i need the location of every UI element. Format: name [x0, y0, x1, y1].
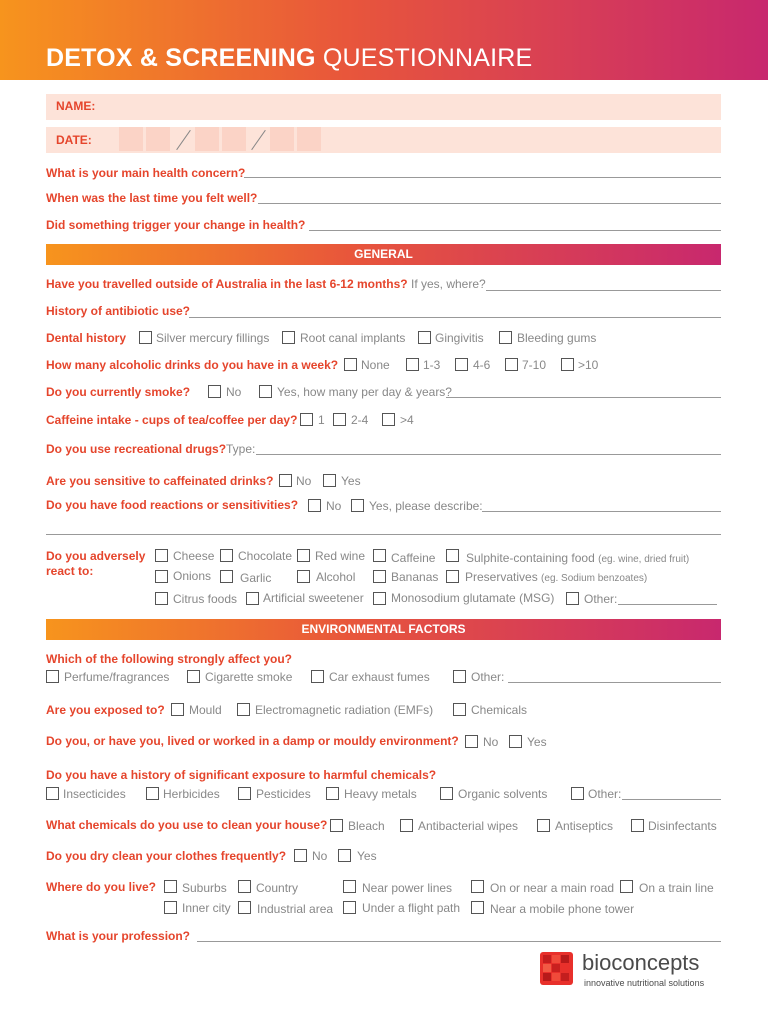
checkbox[interactable]	[631, 819, 644, 832]
option-label: Artificial sweetener	[263, 591, 364, 605]
checkbox[interactable]	[351, 499, 364, 512]
checkbox[interactable]	[505, 358, 518, 371]
option-label: >4	[400, 413, 414, 427]
answer-line[interactable]	[258, 203, 721, 204]
checkbox[interactable]	[440, 787, 453, 800]
option-label: >10	[578, 358, 599, 372]
option-label: Mould	[189, 703, 222, 717]
option-label: None	[361, 358, 390, 372]
option-label: Caffeine	[391, 551, 436, 565]
checkbox[interactable]	[344, 358, 357, 371]
checkbox[interactable]	[279, 474, 292, 487]
checkbox[interactable]	[446, 549, 459, 562]
checkbox[interactable]	[208, 385, 221, 398]
checkbox[interactable]	[259, 385, 272, 398]
option-label: Preservatives (eg. Sodium benzoates)	[465, 570, 648, 584]
answer-line[interactable]	[622, 799, 721, 800]
q-felt-well: When was the last time you felt well?	[46, 191, 258, 205]
q-dry-clean: Do you dry clean your clothes frequently?	[46, 849, 287, 863]
option-label: Bananas	[391, 570, 439, 584]
checkbox[interactable]	[220, 570, 233, 583]
checkbox[interactable]	[46, 787, 59, 800]
checkbox[interactable]	[453, 703, 466, 716]
option-label: 1-3	[423, 358, 441, 372]
checkbox[interactable]	[282, 331, 295, 344]
q-damp: Do you, or have you, lived or worked in a damp or mouldy environment?	[46, 734, 459, 748]
q-smoke: Do you currently smoke?	[46, 385, 191, 399]
checkbox[interactable]	[537, 819, 550, 832]
checkbox[interactable]	[297, 570, 310, 583]
name-label: NAME:	[56, 99, 96, 113]
q-harmful-chemicals: Do you have a history of significant exposure to harmful chemicals?	[46, 768, 437, 782]
checkbox[interactable]	[238, 787, 251, 800]
option-label: Perfume/fragrances	[64, 670, 170, 684]
option-label: Cheese	[173, 549, 215, 563]
checkbox[interactable]	[561, 358, 574, 371]
q-exposed: Are you exposed to?	[46, 703, 165, 717]
option-label: Chocolate	[238, 549, 293, 563]
option-label: Red wine	[315, 549, 366, 563]
option-label: Garlic	[240, 571, 272, 585]
option-label: Monosodium glutamate (MSG)	[391, 591, 555, 605]
q-caffeine-sensitive: Are you sensitive to caffeinated drinks?	[46, 474, 274, 488]
option-label: Yes, please describe:	[369, 499, 483, 513]
option-label: Other:	[584, 592, 618, 606]
checkbox[interactable]	[171, 703, 184, 716]
option-label: Heavy metals	[344, 787, 417, 801]
q-adverse-react-cont: react to:	[46, 564, 94, 578]
option-label: No	[312, 849, 328, 863]
q-caffeine: Caffeine intake - cups of tea/coffee per day?	[46, 413, 298, 427]
q-profession: What is your profession?	[46, 929, 191, 943]
bioconcepts-logo-icon	[540, 952, 573, 985]
checkbox[interactable]	[499, 331, 512, 344]
option-label: Near power lines	[362, 881, 453, 895]
date-year-2[interactable]	[297, 127, 321, 151]
option-label: Country	[256, 881, 299, 895]
option-label: Citrus foods	[173, 592, 238, 606]
option-label: Inner city	[182, 901, 231, 915]
q-alcohol: How many alcoholic drinks do you have in a week?	[46, 358, 339, 372]
option-label: Cigarette smoke	[205, 670, 293, 684]
option-label: Under a flight path	[362, 901, 461, 915]
option-label: Near a mobile phone tower	[490, 902, 635, 916]
checkbox[interactable]	[373, 570, 386, 583]
answer-line[interactable]	[189, 317, 721, 318]
q-food-reactions: Do you have food reactions or sensitivities?	[46, 498, 299, 512]
section-environmental-title: ENVIRONMENTAL FACTORS	[301, 622, 466, 636]
option-label: Onions	[173, 569, 212, 583]
option-label: Organic solvents	[458, 787, 548, 801]
q-dental: Dental history	[46, 331, 127, 345]
option-label: No	[483, 735, 499, 749]
option-label: Yes	[357, 849, 377, 863]
page-title: DETOX & SCREENING QUESTIONNAIRE	[46, 44, 533, 72]
checkbox[interactable]	[465, 735, 478, 748]
checkbox[interactable]	[343, 901, 356, 914]
option-label: Insecticides	[63, 787, 126, 801]
checkbox[interactable]	[326, 787, 339, 800]
checkbox[interactable]	[139, 331, 152, 344]
checkbox[interactable]	[471, 901, 484, 914]
date-day-1[interactable]	[119, 127, 143, 151]
option-label: Bleach	[348, 819, 385, 833]
answer-line[interactable]	[244, 177, 721, 178]
logo-tagline: innovative nutritional solutions	[584, 978, 705, 988]
checkbox[interactable]	[187, 670, 200, 683]
section-general-title: GENERAL	[354, 247, 413, 261]
option-label: 7-10	[522, 358, 547, 372]
option-label: 1	[318, 413, 325, 427]
option-label: Pesticides	[256, 787, 311, 801]
answer-line[interactable]	[618, 604, 717, 605]
answer-line[interactable]	[197, 941, 721, 942]
checkbox[interactable]	[333, 413, 346, 426]
option-label: Disinfectants	[648, 819, 717, 833]
logo-name: bioconcepts	[582, 950, 700, 975]
drugs-type-label: Type:	[226, 442, 256, 456]
checkbox[interactable]	[343, 880, 356, 893]
checkbox[interactable]	[238, 901, 251, 914]
option-label: Antiseptics	[555, 819, 614, 833]
checkbox[interactable]	[220, 549, 233, 562]
checkbox[interactable]	[311, 670, 324, 683]
checkbox[interactable]	[453, 670, 466, 683]
answer-line[interactable]	[46, 534, 721, 535]
option-label: Antibacterial wipes	[418, 819, 519, 833]
option-label: 4-6	[473, 358, 491, 372]
date-label: DATE:	[56, 133, 92, 147]
option-label: No	[296, 474, 312, 488]
checkbox[interactable]	[237, 703, 250, 716]
header-banner	[0, 0, 768, 80]
option-label: On a train line	[639, 881, 714, 895]
date-month-1[interactable]	[195, 127, 219, 151]
checkbox[interactable]	[571, 787, 584, 800]
date-year-1[interactable]	[270, 127, 294, 151]
checkbox[interactable]	[246, 592, 259, 605]
q-cleaning-chemicals: What chemicals do you use to clean your house?	[46, 818, 328, 832]
checkbox[interactable]	[418, 331, 431, 344]
checkbox[interactable]	[373, 592, 386, 605]
q-adverse-react: Do you adversely	[46, 549, 146, 563]
q-travel: Have you travelled outside of Australia in the last 6-12 months?	[46, 277, 408, 291]
q-health-concern: What is your main health concern?	[46, 166, 246, 180]
checkbox[interactable]	[155, 570, 168, 583]
q-affect: Which of the following strongly affect you?	[46, 652, 292, 666]
answer-line[interactable]	[482, 511, 721, 512]
checkbox[interactable]	[400, 819, 413, 832]
option-label: Car exhaust fumes	[329, 670, 430, 684]
option-label: Suburbs	[182, 881, 227, 895]
date-month-2[interactable]	[222, 127, 246, 151]
option-label: No	[226, 385, 242, 399]
option-label: Other:	[471, 670, 505, 684]
q-drugs: Do you use recreational drugs?	[46, 442, 227, 456]
checkbox[interactable]	[509, 735, 522, 748]
answer-line[interactable]	[508, 682, 721, 683]
checkbox[interactable]	[382, 413, 395, 426]
answer-line[interactable]	[486, 290, 721, 291]
checkbox[interactable]	[155, 549, 168, 562]
section-general-bar	[46, 244, 721, 265]
checkbox[interactable]	[620, 880, 633, 893]
checkbox[interactable]	[471, 880, 484, 893]
option-label: Silver mercury fillings	[156, 331, 270, 345]
answer-line[interactable]	[309, 230, 721, 231]
checkbox[interactable]	[308, 499, 321, 512]
travel-where-label: If yes, where?	[411, 277, 486, 291]
q-antibiotic: History of antibiotic use?	[46, 304, 191, 318]
answer-line[interactable]	[446, 397, 721, 398]
name-field[interactable]	[46, 94, 721, 120]
option-label: Bleeding gums	[517, 331, 597, 345]
checkbox[interactable]	[300, 413, 313, 426]
checkbox[interactable]	[338, 849, 351, 862]
option-label: Gingivitis	[435, 331, 484, 345]
option-label: Other:	[588, 787, 622, 801]
option-label: Yes	[527, 735, 547, 749]
section-environmental-bar	[46, 619, 721, 640]
checkbox[interactable]	[155, 592, 168, 605]
checkbox[interactable]	[297, 549, 310, 562]
checkbox[interactable]	[294, 849, 307, 862]
option-label: Sulphite-containing food (eg. wine, dried fruit)	[466, 551, 690, 565]
option-label: Electromagnetic radiation (EMFs)	[255, 703, 434, 717]
checkbox[interactable]	[566, 592, 579, 605]
q-trigger: Did something trigger your change in health?	[46, 218, 306, 232]
option-label: No	[326, 499, 342, 513]
checkbox[interactable]	[406, 358, 419, 371]
option-label: 2-4	[351, 413, 369, 427]
option-label: Yes, how many per day & years?	[277, 385, 452, 399]
q-where-live: Where do you live?	[46, 880, 157, 894]
option-label: Root canal implants	[300, 331, 406, 345]
option-label: Herbicides	[163, 787, 220, 801]
option-label: Chemicals	[471, 703, 528, 717]
date-day-2[interactable]	[146, 127, 170, 151]
option-label: Alcohol	[316, 570, 356, 584]
checkbox[interactable]	[323, 474, 336, 487]
option-label: Industrial area	[257, 902, 334, 916]
checkbox[interactable]	[330, 819, 343, 832]
option-label: On or near a main road	[490, 881, 615, 895]
checkbox[interactable]	[164, 880, 177, 893]
checkbox[interactable]	[238, 880, 251, 893]
checkbox[interactable]	[446, 570, 459, 583]
checkbox[interactable]	[455, 358, 468, 371]
checkbox[interactable]	[46, 670, 59, 683]
checkbox[interactable]	[164, 901, 177, 914]
checkbox[interactable]	[373, 549, 386, 562]
option-label: Yes	[341, 474, 361, 488]
checkbox[interactable]	[146, 787, 159, 800]
answer-line[interactable]	[256, 454, 721, 455]
